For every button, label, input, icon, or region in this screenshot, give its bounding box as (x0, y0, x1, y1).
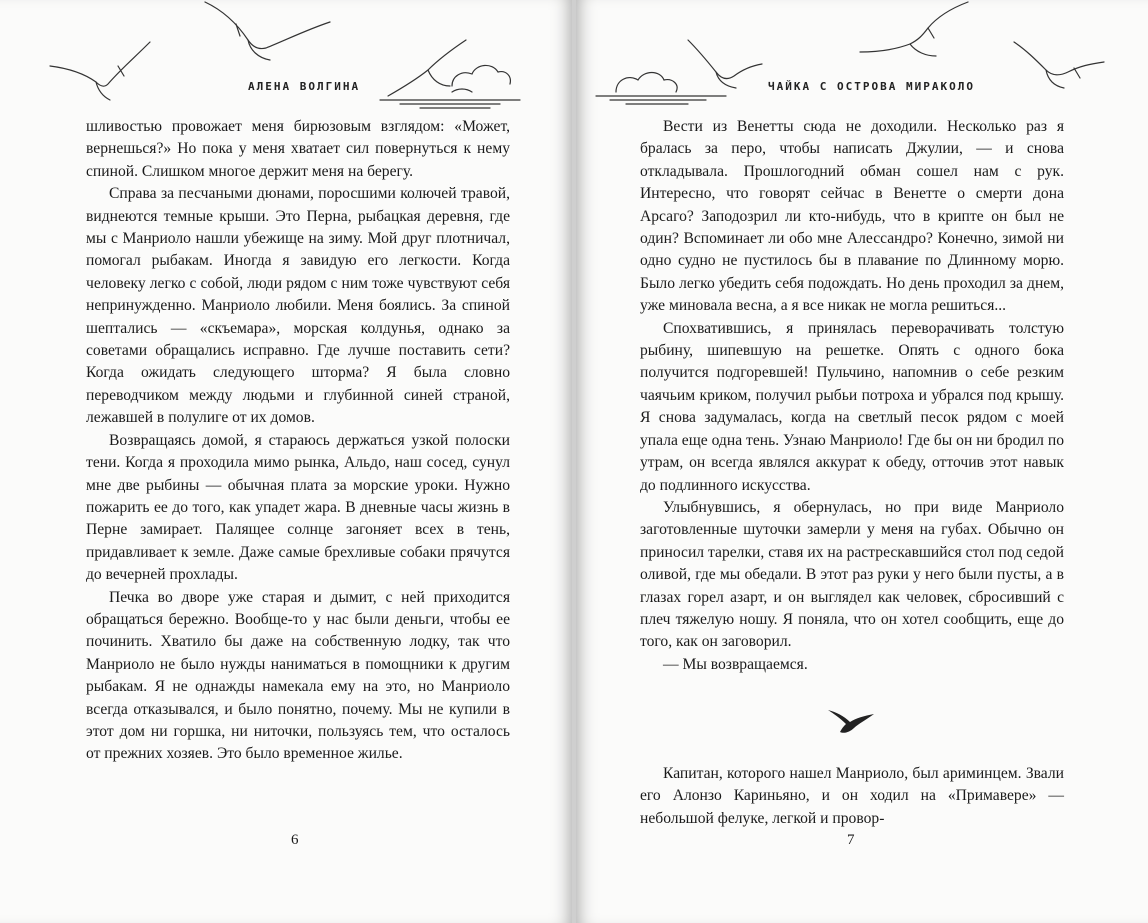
paragraph: Спохватившись, я принялась переворачивать толстую рыбину, шипевшую на решетке. Опять с одного бока получится подгоревшей! Пульчино, напомнив о себе резким чаячьим криком, получил рыбьи потроха и убрался под крышу. Я снова задумалась, когда на светлый песок рядом с моей упала еще одна тень. Узнаю Манриоло! Где бы он ни бродил по утрам, он всегда являлся аккурат к обеду, отточив этот навык до подлинного искусства. (640, 319, 1064, 494)
right-page-text (640, 116, 1064, 676)
paragraph: Справа за песчаными дюнами, поросшими колючей травой, виднеются темные крыши. Это Перна, рыбацкая деревня, где мы с Манриоло нашли убежище на зиму. Мой друг плотничал, помогал рыбакам. Иногда я завидую его легкости. Когда человеку легко с собой, люди рядом с ним тоже чувствуют себя непринужденно. Манриоло любили. Меня боялись. За спиной шептались — «скъемара», морская колдунья, однако за советами обращались исправно. Где лучше поставить сети? Когда ожидать следующего шторма? Я была словно переводчиком между людьми и глубинной синей страной, лежавшей в полулиге от их домов. (86, 185, 510, 427)
seagull-ornament-icon (826, 706, 876, 736)
paragraph: Улыбнувшись, я обернулась, но при виде Манриоло заготовленные шуточки замерли у меня на губах. Обычно он приносил тарелки, ставя их на растрескавшийся стол под седой оливой, где мы обедали. В этот раз руки у него были пусты, а в глазах горел азарт, и он выглядел как человек, сбросивший с плеч тяжелую ношу. Я поняла, что он хотел сообщить, еще до того, как он заговорил. (640, 498, 1064, 651)
running-head-title: ЧАЙКА С ОСТРОВА МИРАКОЛО (768, 80, 975, 93)
page-number: 7 (847, 832, 855, 848)
page-number: 6 (291, 832, 299, 848)
paragraph: Печка во дворе уже старая и дымит, с ней приходится обращаться бережно. Вообще-то у нас были деньги, чтобы ее починить. Хватило бы даже на собственную лодку, так что Манриоло не было нужды наниматься в помощники к другим рыбакам. Я не однажды намекала ему на это, но Манриоло всегда отказывался, и было понятно, почему. Мы не купили в этот дом ни горшка, ни ниточки, пользуясь тем, что осталось от прежних хозяев. Это было временное жилье. (86, 588, 510, 763)
paragraph: Капитан, которого нашел Манриоло, был ариминцем. Звали его Алонзо Кариньяно, и он ходил на «Примавере» — небольшой фелуке, легкой и провор- (640, 765, 1064, 827)
left-page-text (86, 116, 510, 766)
paragraph: шливостью провожает меня бирюзовым взглядом: «Может, вернешься?» Но пока у меня хватает сил повернуться к нему спиной. Слишком многое держит меня на берегу. (86, 118, 510, 180)
left-page (0, 0, 572, 923)
seagulls-illustration (576, 0, 1148, 120)
paragraph: — Мы возвращаемся. (663, 655, 808, 673)
running-head-author: АЛЕНА ВОЛГИНА (248, 80, 361, 93)
right-page (576, 0, 1148, 923)
paragraph: Возвращаясь домой, я стараюсь держаться узкой полоски тени. Когда я проходила мимо рынка, Альдо, наш сосед, сунул мне две рыбины — обычная плата за морские уроки. Нужно пожарить ее до того, как упадет жара. В дневные часы жизнь в Перне замирает. Палящее солнце загоняет всех в тень, придавливает к земле. Даже самые брехливые собаки прячутся до вечерней прохлады. (86, 431, 510, 584)
paragraph: Вести из Венетты сюда не доходили. Несколько раз я бралась за перо, чтобы написать Джулии, — и снова откладывала. Прошлогодний обман сошел нам с рук. Интересно, что говорят сейчас в Венетте о смерти дона Арсаго? Заподозрил ли кто-нибудь, что в крипте он был не один? Вспоминает ли обо мне Алессандро? Конечно, зимой ни одно судно не пустилось бы в плавание по Длинному морю. Было легко убедить себя подождать. Но день проходил за днем, уже миновала весна, а я все никак не могла решиться... (640, 118, 1064, 315)
section-text (640, 763, 1064, 830)
seagulls-illustration (0, 0, 572, 120)
